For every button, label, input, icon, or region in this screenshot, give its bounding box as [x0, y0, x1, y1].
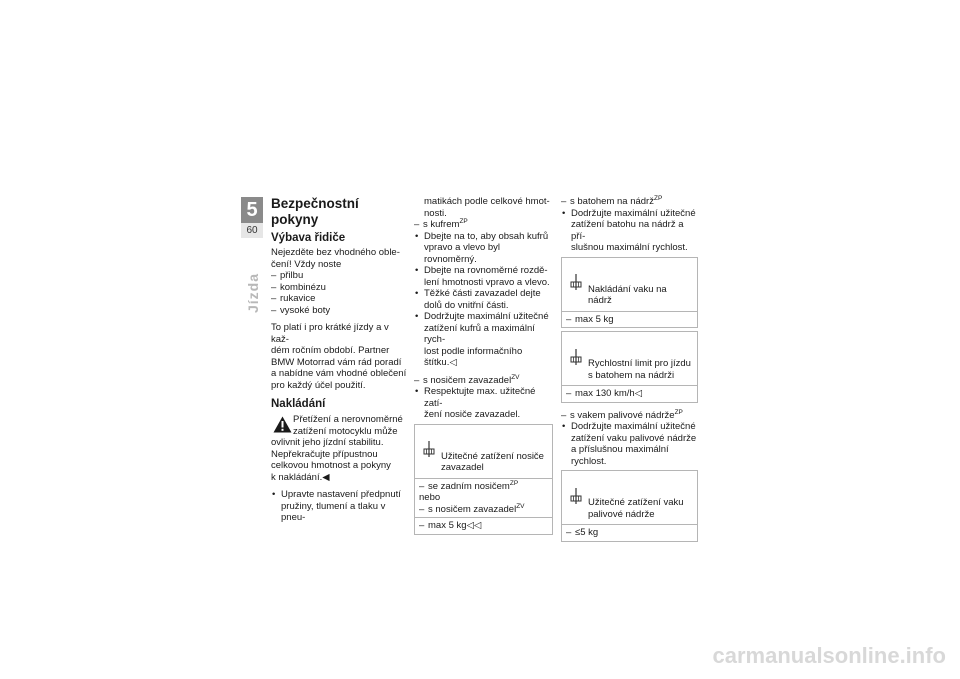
warning-triangle-icon: [273, 416, 292, 433]
warning-block: [271, 414, 407, 483]
chapter-tab: [241, 197, 263, 238]
tank-bag-speed-box: [561, 331, 698, 403]
chapter-number: 5: [241, 197, 263, 223]
list-item: • Dodržujte maximální užitečné zatížení batohu na nádrž a pří- slušnou maximální rychlost.: [561, 208, 698, 254]
tank-bag-payload-box: [561, 257, 698, 329]
spec-icon: [570, 475, 582, 493]
list-item: • Dbejte na rovnoměrné rozdě- lení hmotnosti vpravo a vlevo.: [414, 265, 553, 288]
rack-instructions: [414, 386, 553, 421]
spec-icon: [570, 336, 582, 354]
spec-value: – ≤5 kg: [566, 527, 693, 539]
case-instructions: [414, 231, 553, 369]
list-item: – přilbu: [271, 270, 407, 282]
list-item: • Dodržujte maximální užitečné zatížení kufrů a maximální rych- lost podle informačního štítku.◁: [414, 311, 553, 369]
rack-condition: – s nosičem zavazadel$^{ZV}$: [414, 375, 553, 387]
chapter-title-vertical: Jízda: [245, 273, 261, 314]
list-item: • Upravte nastavení předpnutí pružiny, tlumení a tlaku v pneu-: [271, 489, 407, 524]
spec-title: Užitečné zatížení nosiče zavazadel: [441, 450, 544, 473]
fuel-tank-bag-instructions: [561, 421, 698, 467]
column-2: [414, 196, 553, 537]
spec-value: – max 5 kg: [566, 314, 693, 326]
spec-icon: [423, 429, 435, 447]
spec-title: Užitečné zatížení vaku palivové nádrže: [588, 497, 684, 520]
list-item: • Těžké části zavazadel dejte dolů do vnitřní části.: [414, 288, 553, 311]
warning-text: Přetížení a nerovnoměrné zatížení motocyklu může: [293, 414, 403, 437]
spec-icon: [570, 262, 582, 280]
rider-gear-intro: Nejezděte bez vhodného oble- čení! Vždy noste: [271, 247, 400, 270]
rider-gear-heading: Výbava řidiče: [271, 232, 346, 244]
loading-heading: Nakládání: [271, 398, 326, 410]
list-item: – kombinézu: [271, 282, 407, 294]
column-3: [561, 196, 698, 544]
spec-title: Nakládání vaku na nádrž: [588, 283, 667, 306]
section-heading: Bezpečnostní pokyny: [271, 196, 359, 227]
warning-text-continued: ovlivnit jeho jízdní stabilitu. Nepřekračujte přípustnou celkovou hmotnost a pokyny k nakládání.◀: [271, 437, 391, 483]
list-item: • Respektujte max. užitečné zatí- žení nosiče zavazadel.: [414, 386, 553, 421]
spec-value: – max 130 km/h◁: [566, 388, 693, 400]
list-item: • Dodržujte maximální užitečné zatížení vaku palivové nádrže a příslušnou maximální rychlost.: [561, 421, 698, 467]
list-item: – rukavice: [271, 293, 407, 305]
loading-instructions: [271, 489, 407, 524]
column-1: [271, 196, 407, 524]
case-condition: – s kufrem$^{ZP}$: [414, 219, 553, 231]
tank-bag-instructions: [561, 208, 698, 254]
spec-value: – max 5 kg◁◁: [419, 520, 548, 532]
page-number: 60: [241, 223, 263, 238]
tank-bag-condition: – s batohem na nádrž$^{ZP}$: [561, 196, 698, 208]
spec-conditions: – se zadním nosičem$^{ZP}$ nebo – s nosičem zavazadel$^{ZV}$: [415, 478, 552, 518]
continued-text: matikách podle celkové hmot- nosti.: [424, 196, 550, 219]
list-item: • Dbejte na to, aby obsah kufrů vpravo a vlevo byl rovnoměrný.: [414, 231, 553, 266]
rack-payload-box: [414, 424, 553, 535]
rider-gear-list: [271, 270, 407, 316]
fuel-tank-bag-payload-box: [561, 470, 698, 542]
fuel-tank-bag-condition: – s vakem palivové nádrže$^{ZP}$: [561, 410, 698, 422]
list-item: – vysoké boty: [271, 305, 407, 317]
watermark: carmanualsonline.info: [712, 643, 946, 668]
rider-gear-note: To platí i pro krátké jízdy a v kaž- dém ročním období. Partner BMW Motorrad vám rád poradí a nabídne vám vhodné oblečení pro každý účel použití.: [271, 322, 407, 391]
spec-title: Rychlostní limit pro jízdu s batohem na nádrži: [588, 358, 691, 381]
